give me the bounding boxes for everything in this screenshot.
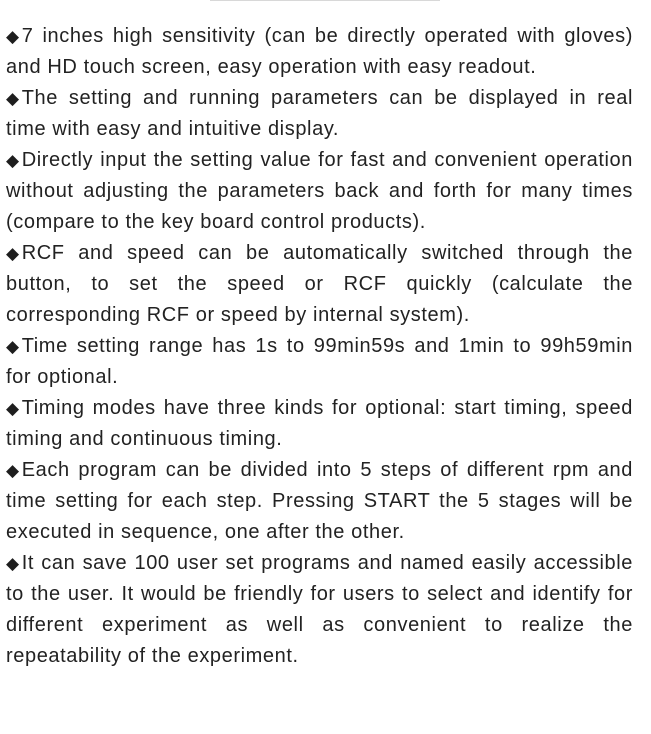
- feature-text: Time setting range has 1s to 99min59s and 1min to 99h59min for optional.: [6, 335, 633, 388]
- feature-item: [6, 548, 633, 672]
- feature-text: Timing modes have three kinds for optional: start timing, speed timing and continuous timing.: [6, 397, 633, 450]
- feature-text: RCF and speed can be automatically switched through the button, to set the speed or RCF quickly (calculate the corresponding RCF or speed by internal system).: [6, 242, 633, 326]
- feature-text: Directly input the setting value for fast and convenient operation without adjusting the parameters back and forth for many times (compare to the key board control products).: [6, 149, 633, 233]
- diamond-bullet-icon: ◆: [6, 337, 20, 356]
- feature-item: [6, 393, 633, 455]
- diamond-bullet-icon: ◆: [6, 27, 20, 46]
- feature-text: The setting and running parameters can be displayed in real time with easy and intuitive display.: [6, 87, 633, 140]
- feature-item: [6, 238, 633, 331]
- diamond-bullet-icon: ◆: [6, 554, 20, 573]
- feature-item: [6, 331, 633, 393]
- feature-item: [6, 455, 633, 548]
- feature-text: 7 inches high sensitivity (can be directly operated with gloves) and HD touch screen, easy operation with easy readout.: [6, 25, 633, 78]
- feature-item: [6, 21, 633, 83]
- diamond-bullet-icon: ◆: [6, 244, 20, 263]
- feature-text: Each program can be divided into 5 steps of different rpm and time setting for each step. Pressing START the 5 stages will be executed in sequence, one after the other.: [6, 459, 633, 543]
- feature-text: It can save 100 user set programs and named easily accessible to the user. It would be friendly for users to select and identify for different experiment as well as convenient to realize the repeatability of the experiment.: [6, 552, 633, 667]
- diamond-bullet-icon: ◆: [6, 89, 20, 108]
- feature-item: [6, 83, 633, 145]
- feature-list: [6, 21, 633, 672]
- top-divider: [210, 0, 440, 1]
- diamond-bullet-icon: ◆: [6, 399, 20, 418]
- diamond-bullet-icon: ◆: [6, 151, 20, 170]
- diamond-bullet-icon: ◆: [6, 461, 20, 480]
- feature-item: [6, 145, 633, 238]
